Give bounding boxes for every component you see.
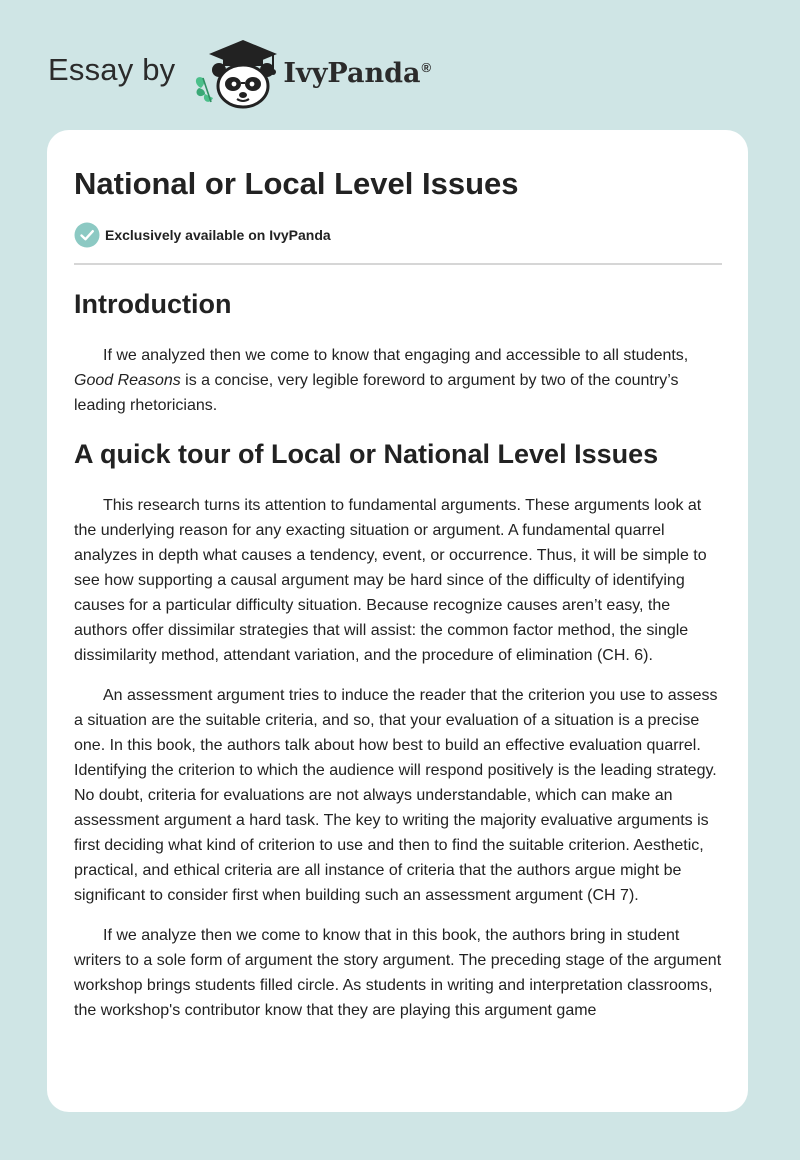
- registered-mark: ®: [421, 59, 432, 75]
- section-heading-quick-tour: A quick tour of Local or National Level Issues: [74, 439, 659, 469]
- section-heading-introduction: Introduction: [74, 289, 232, 319]
- brand-name: [283, 58, 431, 89]
- check-circle-icon: [74, 222, 100, 248]
- book-title-emphasis: Good Reasons: [74, 372, 181, 389]
- brand-prefix: Essay by: [48, 52, 176, 87]
- intro-paragraph: [74, 343, 722, 418]
- essay-content: [47, 166, 748, 1023]
- body-paragraph: This research turns its attention to fundamental arguments. These arguments look at the underlying reason for any exacting situation or argument. A fundamental quarrel analyzes in depth what causes a tendency, event, or occurrence. Thus, it will be simple to see how supporting a causal argument may be hard since of the difficulty of identifying causes for a particular difficulty situation. Because recognize causes aren’t easy, the authors offer dissimilar strategies that will assist: the common factor method, the single dissimilarity method, attendant variation, and the procedure of elimination (CH. 6).: [74, 497, 707, 664]
- intro-paragraph-rest: is a concise, very legible foreword to argument by two of the country’s leading rhetoricians.: [74, 372, 679, 414]
- essay-card: [47, 130, 748, 1112]
- site-header: [48, 34, 431, 110]
- body-paragraph: An assessment argument tries to induce the reader that the criterion you use to assess a situation are the suitable criteria, and so, that your evaluation of a situation is a precise one. In this book, the authors talk about how best to build an effective evaluation quarrel. Identifying the criterion to which the audience will respond positively is the leading strategy. No doubt, criteria for evaluations are not always understandable, which can make an assessment argument a hard task. The key to writing the majority evaluative arguments is first deciding what kind of criterion to use and then to find the suitable criterion. Aesthetic, practical, and ethical criteria are all instance of criteria that the authors argue might be significant to consider first when building such an assessment argument (CH 7).: [74, 687, 718, 904]
- title-divider: [74, 263, 722, 265]
- exclusive-badge-label: Exclusively available on IvyPanda: [105, 227, 331, 243]
- body-paragraph: If we analyze then we come to know that in this book, the authors bring in student writers to a sole form of argument the story argument. The preceding stage of the argument workshop brings students filled circle. As students in writing and interpretation classrooms, the workshop's contributor know that they are playing this argument game: [74, 927, 722, 1019]
- essay-title: National or Local Level Issues: [74, 166, 519, 201]
- exclusive-badge: [74, 222, 722, 248]
- intro-paragraph-lead: If we analyzed then we come to know that engaging and accessible to all students,: [103, 347, 689, 364]
- panda-logo-icon[interactable]: [189, 34, 279, 110]
- brand-name-text: IvyPanda: [283, 57, 421, 89]
